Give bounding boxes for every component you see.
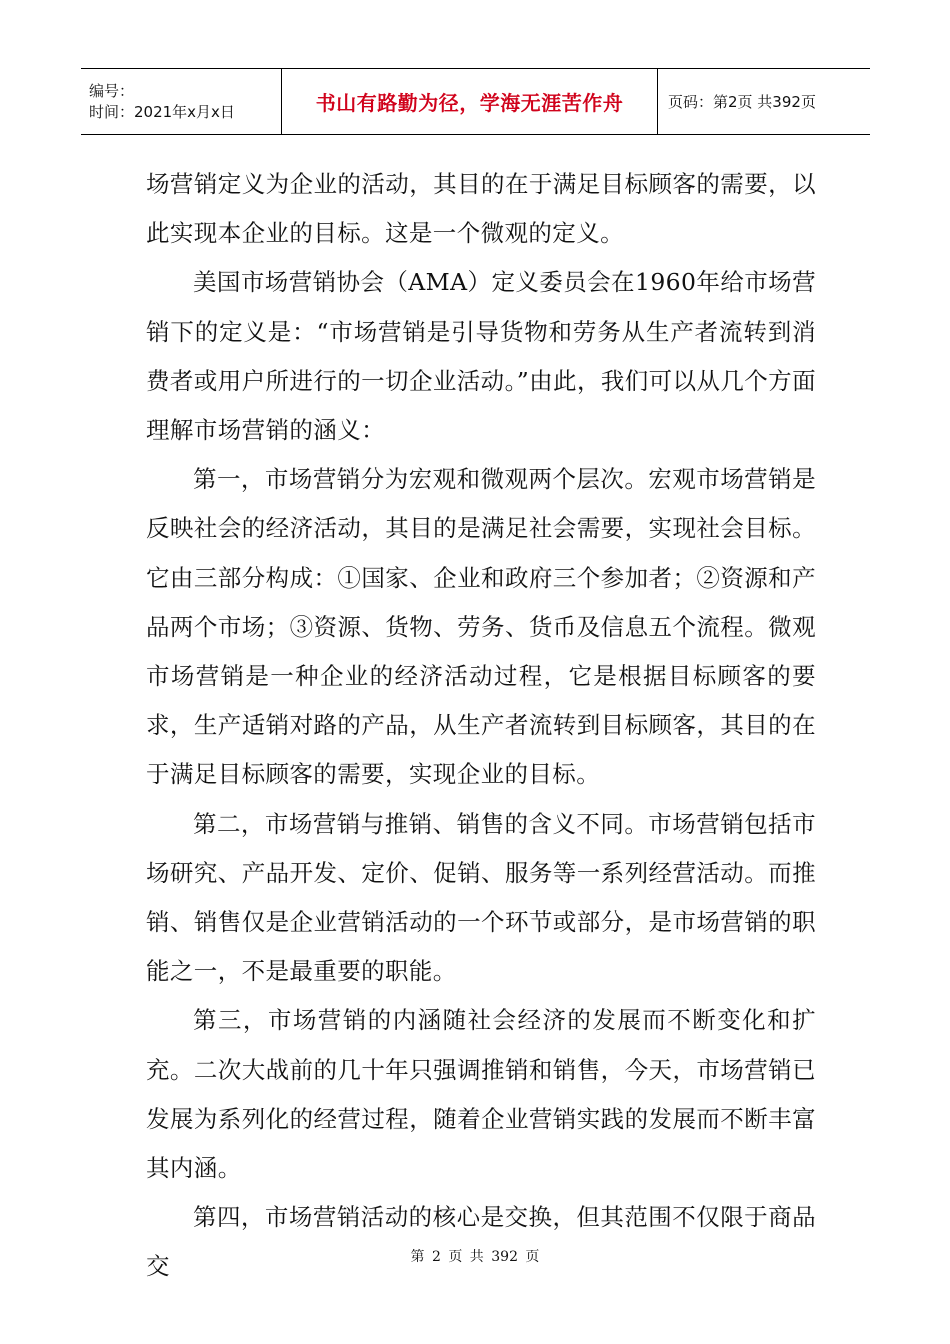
paragraph-continuation: 场营销定义为企业的活动，其目的在于满足目标顾客的需要，以此实现本企业的目标。这是一个微观的定义。 — [146, 170, 816, 248]
paragraph-point-three: 第三，市场营销的内涵随社会经济的发展而不断变化和扩充。二次大战前的几十年只强调推销和销售，今天，市场营销已发展为系列化的经营过程，随着企业营销实践的发展而不断丰富其内涵。 — [146, 1006, 816, 1183]
header-page-info: 页码：第2页 共392页 — [668, 93, 816, 111]
header-page-info-cell — [658, 69, 870, 134]
paragraph-ama-definition: 美国市场营销协会（AMA）定义委员会在1960年给市场营销下的定义是：“市场营销是引导货物和劳务从生产者流转到消费者或用户所进行的一切企业活动。”由此，我们可以从几个方面理解市场营销的涵义： — [146, 268, 816, 445]
page-footer: 第 2 页 共 392 页 — [410, 1249, 540, 1265]
document-body — [146, 160, 816, 1292]
paragraph-point-four: 第四，市场营销活动的核心是交换，但其范围不仅限于商品交 — [146, 1203, 816, 1281]
paragraph-point-one: 第一，市场营销分为宏观和微观两个层次。宏观市场营销是反映社会的经济活动，其目的是满足社会需要，实现社会目标。它由三部分构成：①国家、企业和政府三个参加者；②资源和产品两个市场；③资源、货物、劳务、货币及信息五个流程。微观市场营销是一种企业的经济活动过程，它是根据目标顾客的要求，生产适销对路的产品，从生产者流转到目标顾客，其目的在于满足目标顾客的需要，实现企业的目标。 — [146, 465, 816, 789]
document-date: 时间：2021年x月x日 — [89, 102, 235, 121]
header-motto: 书山有路勤为径，学海无涯苦作舟 — [315, 91, 624, 115]
document-number-label: 编号： — [89, 81, 135, 100]
page-header — [81, 68, 870, 135]
header-meta — [81, 69, 282, 134]
header-motto-cell — [282, 69, 658, 134]
paragraph-point-two: 第二，市场营销与推销、销售的含义不同。市场营销包括市场研究、产品开发、定价、促销、服务等一系列经营活动。而推销、销售仅是企业营销活动的一个环节或部分，是市场营销的职能之一，不是最重要的职能。 — [146, 809, 816, 986]
